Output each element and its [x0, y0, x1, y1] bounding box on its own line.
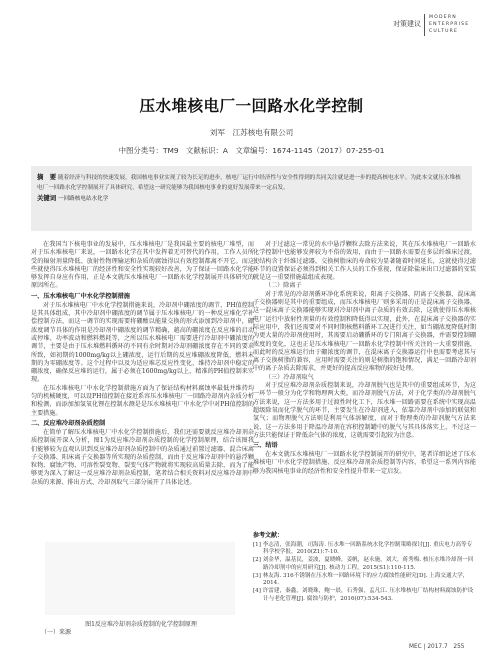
- brand-line: ENTERPRISE: [429, 22, 470, 27]
- brand-line: MODERN: [429, 15, 457, 20]
- section-heading-1: 一、压水堆核电厂中水化学控制措施: [31, 292, 130, 300]
- references-title: 参考文献：: [253, 532, 284, 539]
- right-column: [253, 241, 476, 476]
- reference-item: [3] 林友海. 316不锈钢在压水堆一回路环境下的应力腐蚀性能研究[D]. 上海交通大学，2014.: [253, 572, 469, 587]
- body-paragraph: 在本文就压水堆核电厂一回路水化学控制展开的研究中，笔者详细论述了压水堆核电厂中水化学控制措施、反应堆冷却剂杂质控制等内容，希望这一系列内容能够为我国核电事业的经济性和安全性提升带来一定启发。: [253, 451, 476, 475]
- keywords-text: 一回路核电站水化学: [57, 196, 109, 203]
- section-heading-3: 三、结语: [253, 442, 278, 450]
- subsection-heading: （二）除离子: [265, 282, 302, 290]
- body-paragraph: 对于常见的冷却剂循环净化系统来说，阳离子交换器、阴离子交换器、混床离子交换器则是其中的重要组成，而压水堆核电厂则多采用的正是混床离子交换器，这一混床离子交换器能够实现对冷却剂中离子杂质的有效去除，这就使得压水堆核电厂运行中放射性剂量的有效控制和降低得以实现，此外，在混床离子交换器的实际应用中，我们还需要对不同时期核燃料循环工况进行关注，如当硼浓度降低时期为更大量的冷却剂使用时，其需要启动硼循环的专门阳离子交换器，并需要控制硼浓度的变化，这也正是压水堆核电厂一回路水化学控制中所关注的一大重要措施，而此时的反应堆运行由于硼浓度的调节，在混床离子交换器运行中也需要考虑其与离子交换树脂的兼容，应用时需要关注的则是树脂的饱和情况，满足一回路冷却剂中的离子杂质去除需求，并更好的提高反应堆物的较好处理。: [253, 290, 476, 373]
- section-heading-2: 二、反应堆冷却剂杂质控制: [31, 419, 106, 427]
- keywords-label: 关键词: [37, 194, 57, 203]
- references: [253, 532, 476, 603]
- abstract-box: [31, 166, 472, 231]
- abstract-text: 随着经济与科技的快速发展，我国核电事业实现了较为长足的进步，核电厂运行中经济性与安全性得到的共同关注就是进一步的提高核电水平。为此本文就压水堆核电厂一回路水化学控制展开了具体研究，希望这一研究能够为我国核电事业的更好发展带来一定启发。: [37, 175, 461, 192]
- reference-item: [4] 许雷建，秦鑫，刘晓珠，鲍一晨，石秀强，孟凡江. 压水堆核电厂结构材料腐蚀防护设计与老化管理[J]. 腐蚀与防护，2016(07):534-543.: [253, 587, 474, 602]
- brand-line: CULTURE: [429, 29, 459, 34]
- body-paragraph: 对于压水堆核电厂中水化学控制措施来说，冷却剂中硼浓度的调节、PH值控制是其具体组成，其中冷却剂中硼浓度的调节属于压水堆核电厂的一种反应堆化学补偿控制方法，而这一调节的实现需要将硼酸以能量交换的形式添加到冷却剂中，硼浓度调节具体的作用是冷却剂中硼浓度的调节精确，越高的硼浓度在反应堆的启动或停堆、功率波动和燃料燃耗等，之所以压水堆核电厂需要进行冷却剂中硼浓度的调节，主要是由于压水堆燃料循环的不同有余时期对冷却剂硼浓度存在不同的要求所致，如初期的1000mg/kg以上硼浓度，运行后期的反应堆硼浓度降低，燃料末期的为零硼浓度等。这个过程中以及为适应堆芯反应性变化，维持冷却剂中稳定的硼浓度，确保反应堆的运行，属于必须在1600mg/kg以上，精准的PH值控制来实现。: [31, 301, 254, 384]
- journal-brand: [429, 14, 469, 35]
- left-column: [31, 241, 254, 487]
- article-title: 压水堆核电厂一回路水化学控制: [139, 97, 364, 115]
- figure-caption: [41, 621, 241, 638]
- article-meta: 中图分类号：TM9 文献标识：A 文章编号：1674-1145（2017）07-255-01: [118, 146, 385, 155]
- reference-item: [1] 李志清，张海潮，司海涛. 压水堆一回路系统水化学控制策略探讨[J]. 重庆电力高等专科学校学报，2010(Z1):7-10.: [253, 541, 473, 556]
- body-paragraph: 在压水堆核电厂中水化学控制措施方面为了保证结构材料腐蚀率最低并维持均匀的机械硬度，可以设PH值控制在接近系容压水堆核电厂一回路冷却剂内杂质分析和检测，而添加加氢氧化锂在控制水测是是压水堆核电厂中水化学中对PH值控制的主要措施。: [31, 384, 254, 417]
- subsection-heading: （一）来源: [41, 629, 72, 637]
- body-paragraph: 在简单了解压水堆核电厂中水化学控制措施后，我们还需要就反应堆冷却剂杂质控制展开深入分析，图1为反应堆冷却剂杂质控制的化学控制原理，结合该图我们能够较为直观认识到反应堆冷却剂杂质控制中的杂质通过前置过滤器、混合床离子交换器、阳床离子交换器等所实现的杂质控制，而由于反应堆冷却剂中的悬浮颗粒物、腐蚀产物、可溶性裂变物、裂变气体产物就将实现较高质量去除，而为了能够更为深入了解这一反应堆冷却剂杂质控制，笔者结合相关资料对反应堆冷却剂中杂质的来源、排出方式、冷却剂取气三部分展开了具体论述。: [31, 428, 254, 486]
- keywords: [37, 193, 466, 204]
- abstract: [37, 172, 466, 193]
- figure-1-placeholder: [45, 542, 235, 615]
- figure-caption-text: 图1反应堆冷却剂杂质控制的化学控制原理: [85, 621, 197, 628]
- intro-paragraph: 在我国当下核电事业的发展中，压水堆核电厂是我国最主要的核电厂堆型，而对于压水堆核电厂来说，一回路水化学在其中发挥着无可替代的作用，工作人员所受的辐射剂量降低、放射性物理输运和杂质的腐蚀得以有效控制都离不开它。而这些就使得压水堆核电厂的经济性和安全性实现较好改善，为了保证一回路水化学能够发挥自身应有作用，正是本文就压水堆核电厂一回路水化学控制展开具体研究的原因所在。: [31, 241, 254, 290]
- body-paragraph: 对于反应堆冷却剂杂质控制来说，冷却剂脱气也是其中的重要组成环节，为这一环节一般分为化学和物理两大类，而冷却剂脱气方法，对于化学类的冷却剂脱气方法来说，这一方法多用于过渡性时化工下，压水堆一回路需要在系统中实现高温超级除氧而化学脱气的环节，主要发生在冷却剂进入，依靠冷却剂中添加的联氨和氢气；而物理脱气方法则是利用气体溶解度，而对于物理类的冷却剂脱气方法来说，这一方法多用于降温冷却剂在容积控制罐中的脱气与其具体落实上，不过这一方法只能保证于降低杂气体的浓度，这就需要引起较为注意。: [253, 382, 476, 439]
- column-tag: 对策建议: [393, 20, 421, 28]
- page-header: [0, 0, 503, 40]
- abstract-label: 摘 要: [37, 173, 57, 181]
- article-author: 刘军 江苏核电有限公司: [209, 128, 294, 137]
- reference-item: [2] 刘金华，温基民，姜波，夏晓峰，姜帆，赵永施，刘大，蒋秀梅. 核压水堆冷却剂一回路冷却剂中的应用研究[J]. 核动力工程，2015(S1):110-115.: [253, 557, 474, 571]
- body-paragraph: 对于过滤这一常见的水中悬浮颗粒去除方法来说，其在压水堆核电厂一回路水化学控制中也能够发挥较为不俗的效用，而由于一回路水需要在多层纤维床过渡，使结构含于纤维过滤器，交换树脂床的寿命较为显著随着时间延长，这就使得过滤环节的设置保证必须得到相关工作人员的工作重视，保证除盐床出口过滤器的安装就是这一重要措施最组成表现。: [253, 241, 476, 282]
- page-footer: MEC | 2017.7 255: [409, 644, 465, 650]
- subsection-heading: （三）冷却剂取气: [265, 373, 314, 381]
- header-divider: [424, 14, 425, 36]
